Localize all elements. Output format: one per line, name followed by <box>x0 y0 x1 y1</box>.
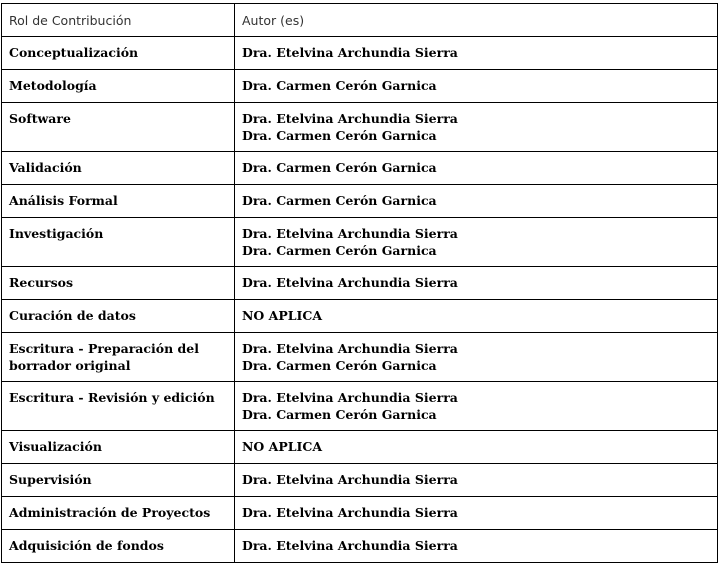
role-text: Supervisión <box>9 472 92 487</box>
author-name: Dra. Etelvina Archundia Sierra <box>242 390 458 405</box>
role-text: Escritura - Preparación del <box>9 341 199 356</box>
table-row <box>2 497 718 530</box>
author-name: Dra. Carmen Cerón Garnica <box>242 127 437 143</box>
author-name: Dra. Etelvina Archundia Sierra <box>242 275 458 290</box>
role-cell <box>2 70 235 103</box>
table-row <box>2 530 718 563</box>
author-cell <box>235 382 718 431</box>
author-cell <box>235 464 718 497</box>
table-row <box>2 431 718 464</box>
author-name: Dra. Etelvina Archundia Sierra <box>242 226 458 241</box>
role-cell <box>2 103 235 152</box>
header-row <box>2 4 718 37</box>
author-name: Dra. Carmen Cerón Garnica <box>242 406 437 422</box>
role-cell <box>2 382 235 431</box>
author-name: NO APLICA <box>242 308 323 323</box>
role-text: Validación <box>9 160 82 175</box>
author-name: NO APLICA <box>242 439 323 454</box>
author-name: Dra. Etelvina Archundia Sierra <box>242 505 458 520</box>
contribution-roles-table <box>1 3 718 563</box>
role-text: borrador original <box>9 357 131 373</box>
role-text: Administración de Proyectos <box>9 505 211 520</box>
author-name: Dra. Etelvina Archundia Sierra <box>242 111 458 126</box>
table-header <box>2 4 718 37</box>
role-text: Software <box>9 111 71 126</box>
table-row <box>2 70 718 103</box>
table-body <box>2 37 718 563</box>
table-row <box>2 300 718 333</box>
role-text: Análisis Formal <box>9 193 118 208</box>
role-text: Metodología <box>9 78 97 93</box>
role-text: Visualización <box>9 439 102 454</box>
author-name: Dra. Etelvina Archundia Sierra <box>242 472 458 487</box>
author-cell <box>235 103 718 152</box>
author-name: Dra. Carmen Cerón Garnica <box>242 193 437 208</box>
role-cell <box>2 333 235 382</box>
author-cell <box>235 267 718 300</box>
role-cell <box>2 464 235 497</box>
author-cell <box>235 530 718 563</box>
author-cell <box>235 300 718 333</box>
author-cell <box>235 218 718 267</box>
author-name: Dra. Etelvina Archundia Sierra <box>242 45 458 60</box>
role-text: Conceptualización <box>9 45 139 60</box>
role-text: Escritura - Revisión y edición <box>9 390 215 405</box>
role-cell <box>2 185 235 218</box>
table-row <box>2 152 718 185</box>
author-cell <box>235 152 718 185</box>
role-text: Curación de datos <box>9 308 136 323</box>
role-cell <box>2 497 235 530</box>
role-cell <box>2 300 235 333</box>
role-cell <box>2 218 235 267</box>
author-cell <box>235 70 718 103</box>
table-row <box>2 267 718 300</box>
role-text: Investigación <box>9 226 104 241</box>
role-cell <box>2 37 235 70</box>
role-cell <box>2 267 235 300</box>
role-cell <box>2 431 235 464</box>
role-text: Adquisición de fondos <box>9 538 164 553</box>
table-row <box>2 103 718 152</box>
table-row <box>2 333 718 382</box>
author-cell <box>235 333 718 382</box>
role-cell <box>2 152 235 185</box>
author-cell <box>235 431 718 464</box>
table-row <box>2 464 718 497</box>
author-name: Dra. Etelvina Archundia Sierra <box>242 538 458 553</box>
table-row <box>2 37 718 70</box>
author-name: Dra. Carmen Cerón Garnica <box>242 357 437 373</box>
role-column-header: Rol de Contribución <box>2 4 235 37</box>
role-text: Recursos <box>9 275 74 290</box>
author-name: Dra. Carmen Cerón Garnica <box>242 78 437 93</box>
role-cell <box>2 530 235 563</box>
author-name: Dra. Etelvina Archundia Sierra <box>242 341 458 356</box>
author-name: Dra. Carmen Cerón Garnica <box>242 242 437 258</box>
author-cell <box>235 37 718 70</box>
table-row <box>2 218 718 267</box>
table-row <box>2 185 718 218</box>
author-cell <box>235 497 718 530</box>
author-name: Dra. Carmen Cerón Garnica <box>242 160 437 175</box>
table-row <box>2 382 718 431</box>
author-cell <box>235 185 718 218</box>
author-column-header: Autor (es) <box>235 4 718 37</box>
